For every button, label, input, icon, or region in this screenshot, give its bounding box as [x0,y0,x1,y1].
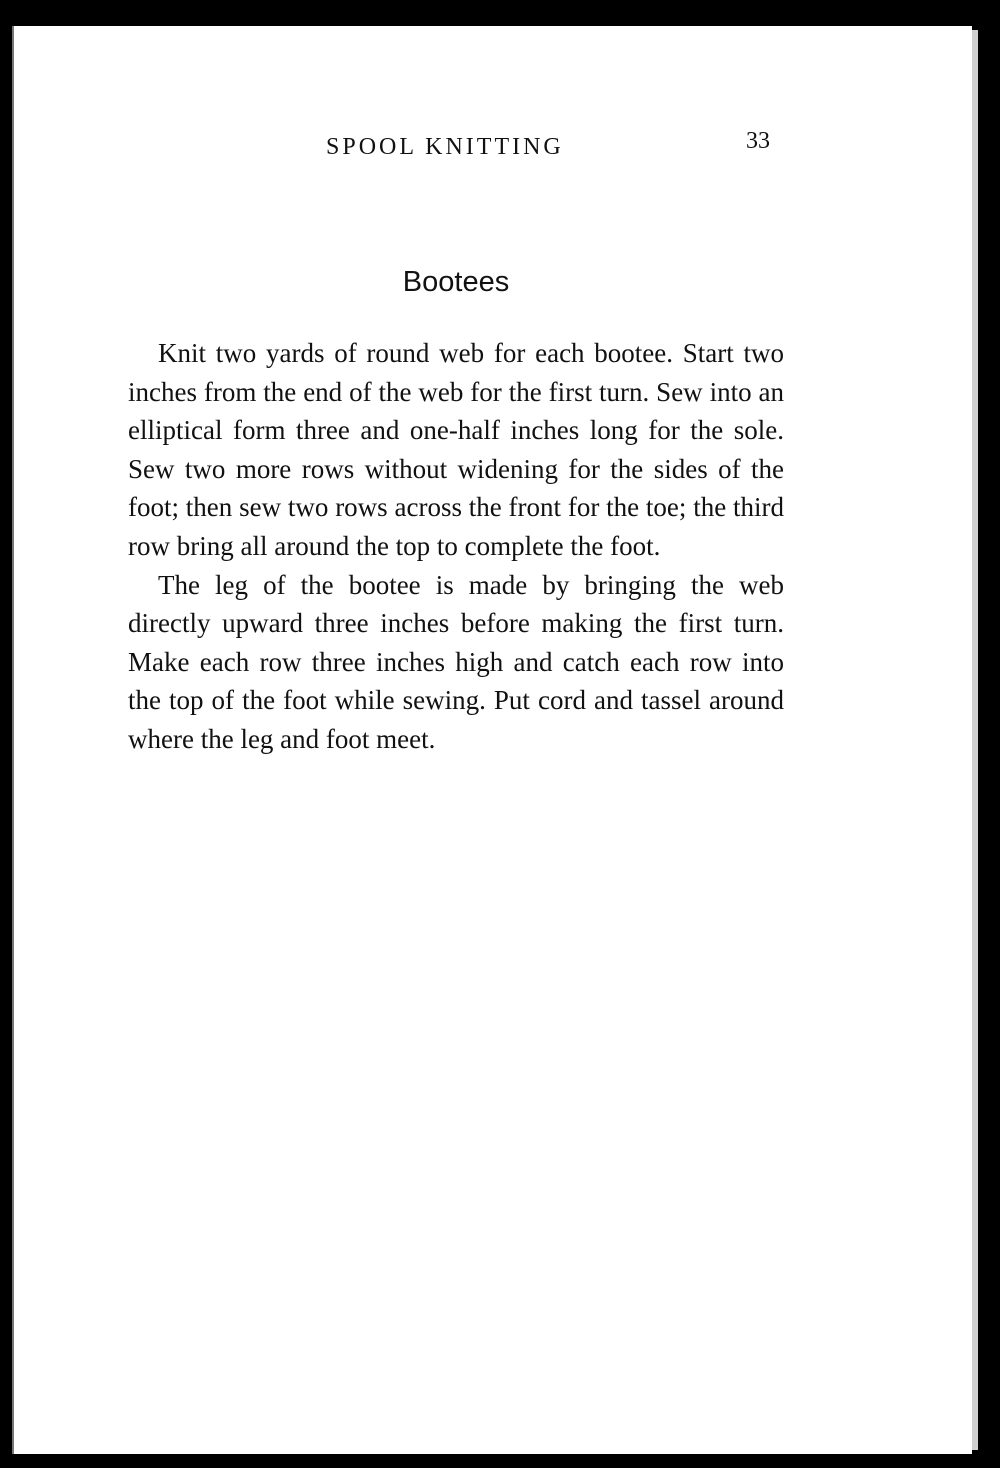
paragraph-1: Knit two yards of round web for each bootee. Start two inches from the end of the web for the first turn. Sew into an elliptical form three and one-half inches long for the sole. Sew two more rows without widening for the sides of the foot; then sew two rows across the front for the toe; the third row bring all around the top to complete the foot. [128,338,784,561]
book-page [14,26,972,1454]
running-title: SPOOL KNITTING [326,134,564,160]
page-number: 33 [746,128,770,154]
page-edge-shadow [972,30,978,1450]
paragraph-2: The leg of the bootee is made by bringing the web directly upward three inches before making the first turn. Make each row three inches high and catch each row into the top of the foot while sewing. Put cord and tassel around where the leg and foot meet. [128,569,784,754]
binding-edge [0,26,14,1454]
running-head [14,126,972,166]
body-text [128,334,784,759]
section-title: Bootees [402,266,510,298]
